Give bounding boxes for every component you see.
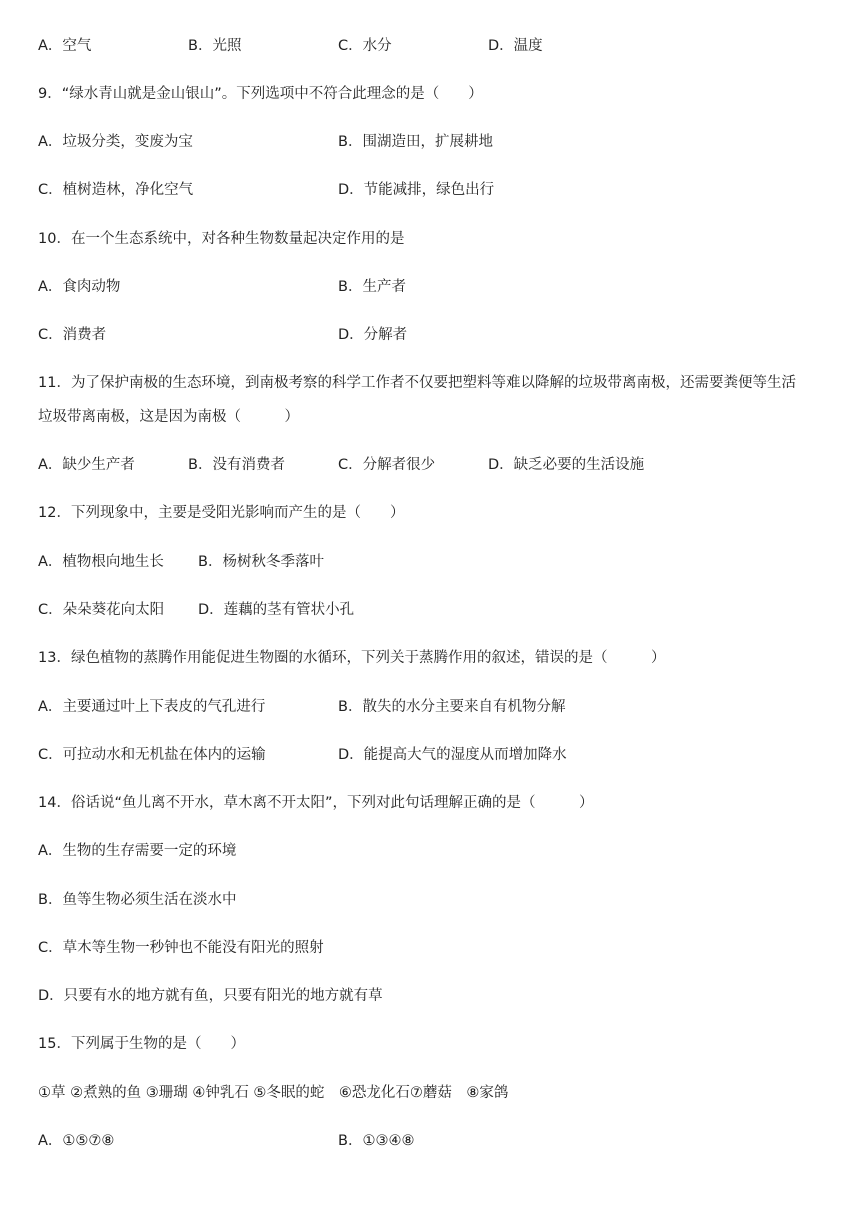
q11-option-b: B．没有消费者 bbox=[188, 457, 285, 473]
q10-options-row-2 bbox=[38, 324, 836, 346]
q14-option-d: D．只要有水的地方就有鱼，只要有阳光的地方就有草 bbox=[38, 988, 383, 1004]
q15-items: ①草 ②煮熟的鱼 ③珊瑚 ④钟乳石 ⑤冬眠的蛇 ⑥恐龙化石⑦蘑菇 ⑧家鸽 bbox=[38, 1085, 509, 1101]
q12-options-row-1 bbox=[38, 551, 836, 573]
q10-option-d: D．分解者 bbox=[338, 327, 408, 343]
q11-stem-line-2: 垃圾带离南极，这是因为南极（ ） bbox=[38, 409, 299, 425]
q11-option-a: A．缺少生产者 bbox=[38, 457, 135, 473]
q9-option-c: C．植树造林，净化空气 bbox=[38, 182, 194, 198]
q9-options-row-1 bbox=[38, 131, 836, 153]
q8-options-row bbox=[38, 35, 836, 57]
q10-option-a: A．食肉动物 bbox=[38, 279, 121, 295]
q8-option-a: A．空气 bbox=[38, 38, 92, 54]
q10-option-b: B．生产者 bbox=[338, 279, 406, 295]
q12-option-d: D．莲藕的茎有管状小孔 bbox=[198, 602, 355, 618]
q11-options-row bbox=[38, 454, 836, 476]
q13-option-a: A．主要通过叶上下表皮的气孔进行 bbox=[38, 699, 266, 715]
q15-stem: 15．下列属于生物的是（ ） bbox=[38, 1036, 245, 1052]
q14-stem: 14．俗话说“鱼儿离不开水，草木离不开太阳”，下列对此句话理解正确的是（ ） bbox=[38, 795, 594, 811]
q12-option-a: A．植物根向地生长 bbox=[38, 554, 164, 570]
q12-stem: 12．下列现象中，主要是受阳光影响而产生的是（ ） bbox=[38, 505, 405, 521]
q15-option-b: B．①③④⑧ bbox=[338, 1133, 415, 1149]
q10-option-c: C．消费者 bbox=[38, 327, 107, 343]
q8-option-c: C．水分 bbox=[338, 38, 392, 54]
q9-stem: 9．“绿水青山就是金山银山”。下列选项中不符合此理念的是（ ） bbox=[38, 86, 483, 102]
q9-option-d: D．节能减排，绿色出行 bbox=[338, 182, 495, 198]
q11-option-d: D．缺乏必要的生活设施 bbox=[488, 457, 645, 473]
q14-option-b: B．鱼等生物必须生活在淡水中 bbox=[38, 892, 237, 908]
q9-option-b: B．围湖造田，扩展耕地 bbox=[338, 134, 493, 150]
q8-option-b: B．光照 bbox=[188, 38, 242, 54]
q13-option-d: D．能提高大气的湿度从而增加降水 bbox=[338, 747, 567, 763]
q13-stem: 13．绿色植物的蒸腾作用能促进生物圈的水循环，下列关于蒸腾作用的叙述，错误的是（ ） bbox=[38, 650, 666, 666]
q8-option-d: D．温度 bbox=[488, 38, 543, 54]
q10-options-row-1 bbox=[38, 276, 836, 298]
q15-options-row bbox=[38, 1130, 836, 1152]
q12-option-b: B．杨树秋冬季落叶 bbox=[198, 554, 324, 570]
q12-option-c: C．朵朵葵花向太阳 bbox=[38, 602, 165, 618]
q11-option-c: C．分解者很少 bbox=[338, 457, 436, 473]
q13-options-row-1 bbox=[38, 696, 836, 718]
q13-option-b: B．散失的水分主要来自有机物分解 bbox=[338, 699, 566, 715]
q10-stem: 10．在一个生态系统中，对各种生物数量起决定作用的是 bbox=[38, 231, 405, 247]
q12-options-row-2 bbox=[38, 599, 836, 621]
q11-stem-line-1: 11．为了保护南极的生态环境，到南极考察的科学工作者不仅要把塑料等难以降解的垃圾带离南极，还需要粪便等生活 bbox=[38, 375, 796, 391]
q9-options-row-2 bbox=[38, 179, 836, 201]
q13-option-c: C．可拉动水和无机盐在体内的运输 bbox=[38, 747, 266, 763]
q9-option-a: A．垃圾分类，变废为宝 bbox=[38, 134, 193, 150]
q14-option-a: A．生物的生存需要一定的环境 bbox=[38, 843, 237, 859]
q15-option-a: A．①⑤⑦⑧ bbox=[38, 1133, 115, 1149]
q13-options-row-2 bbox=[38, 744, 836, 766]
q14-option-c: C．草木等生物一秒钟也不能没有阳光的照射 bbox=[38, 940, 324, 956]
